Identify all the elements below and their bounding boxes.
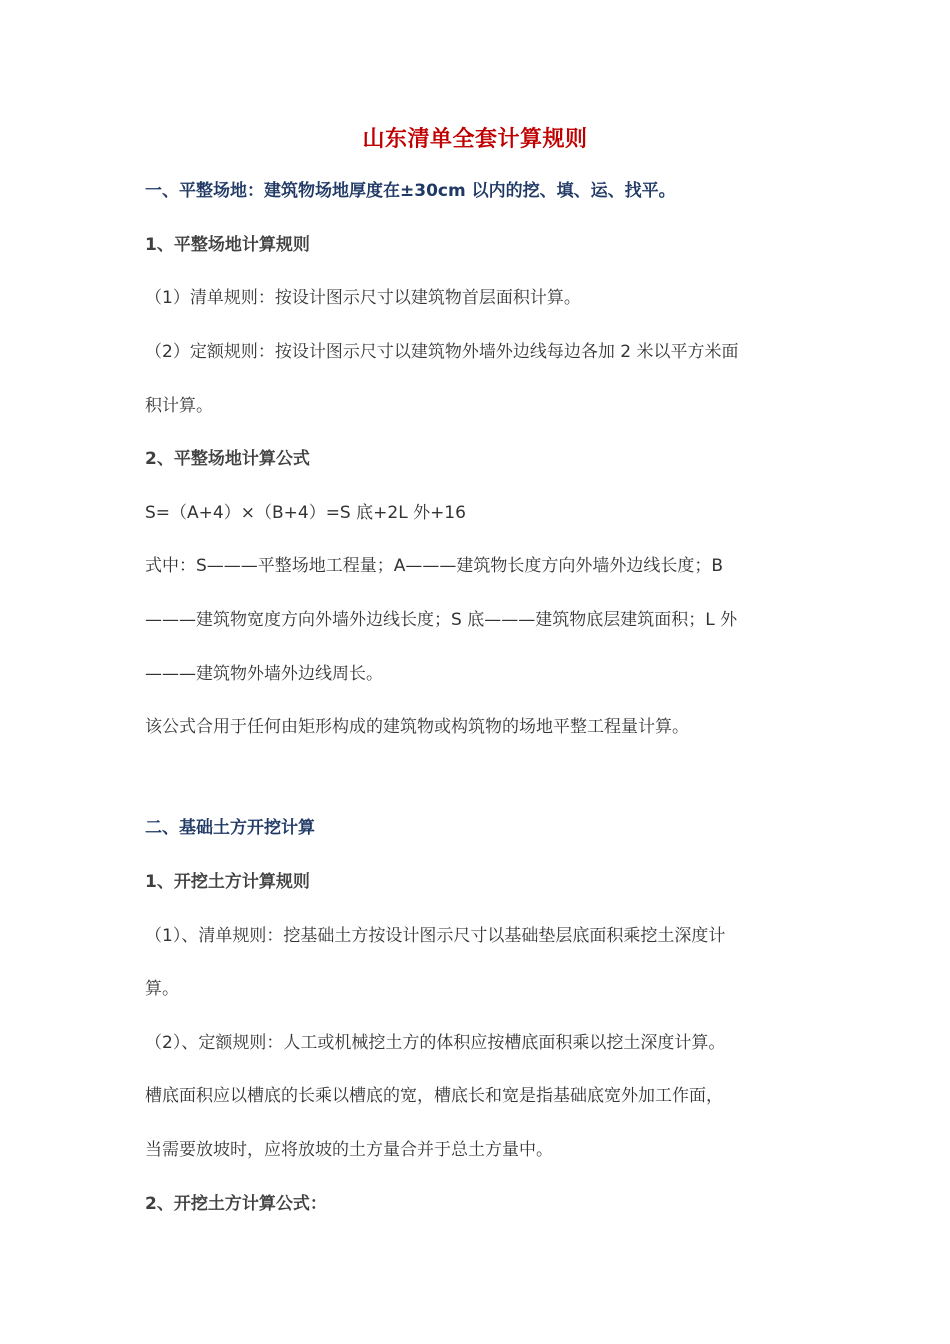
- section1-heading: 一、平整场地：建筑物场地厚度在±30cm 以内的挖、填、运、找平。: [145, 181, 676, 201]
- section2-subheading-formula: 2、开挖土方计算公式：: [145, 1194, 327, 1214]
- section1-subheading-rules: 1、平整场地计算规则: [145, 235, 310, 255]
- section2-rule-list-line1: （1）、清单规则：挖基础土方按设计图示尺寸以基础垫层底面积乘挖土深度计: [145, 926, 726, 946]
- section1-note: 该公式合用于任何由矩形构成的建筑物或构筑物的场地平整工程量计算。: [145, 717, 689, 737]
- section1-rule-quota-line1: （2）定额规则：按设计图示尺寸以建筑物外墙外边线每边各加 2 米以平方米面: [145, 342, 739, 362]
- section2-heading: 二、基础土方开挖计算: [145, 818, 315, 838]
- section2-subheading-rules: 1、开挖土方计算规则: [145, 872, 310, 892]
- section2-rule-list-line2: 算。: [145, 979, 179, 999]
- section2-rule-quota-line2: 槽底面积应以槽底的长乘以槽底的宽，槽底长和宽是指基础底宽外加工作面，: [145, 1086, 723, 1106]
- document-title: 山东清单全套计算规则: [362, 127, 588, 152]
- section1-rule-quota-line2: 积计算。: [145, 396, 213, 416]
- section1-formula: S=（A+4）×（B+4）=S 底+2L 外+16: [145, 503, 466, 523]
- section1-subheading-formula: 2、平整场地计算公式: [145, 449, 310, 469]
- section2-rule-quota-line3: 当需要放坡时，应将放坡的土方量合并于总土方量中。: [145, 1140, 553, 1160]
- section1-rule-list: （1）清单规则：按设计图示尺寸以建筑物首层面积计算。: [145, 288, 581, 308]
- section2-rule-quota-line1: （2）、定额规则：人工或机械挖土方的体积应按槽底面积乘以挖土深度计算。: [145, 1033, 726, 1053]
- section1-legend-line1: 式中：S———平整场地工程量；A———建筑物长度方向外墙外边线长度；B: [145, 556, 724, 576]
- section1-legend-line3: ———建筑物外墙外边线周长。: [145, 664, 383, 684]
- section1-legend-line2: ———建筑物宽度方向外墙外边线长度；S 底———建筑物底层建筑面积；L 外: [145, 610, 738, 630]
